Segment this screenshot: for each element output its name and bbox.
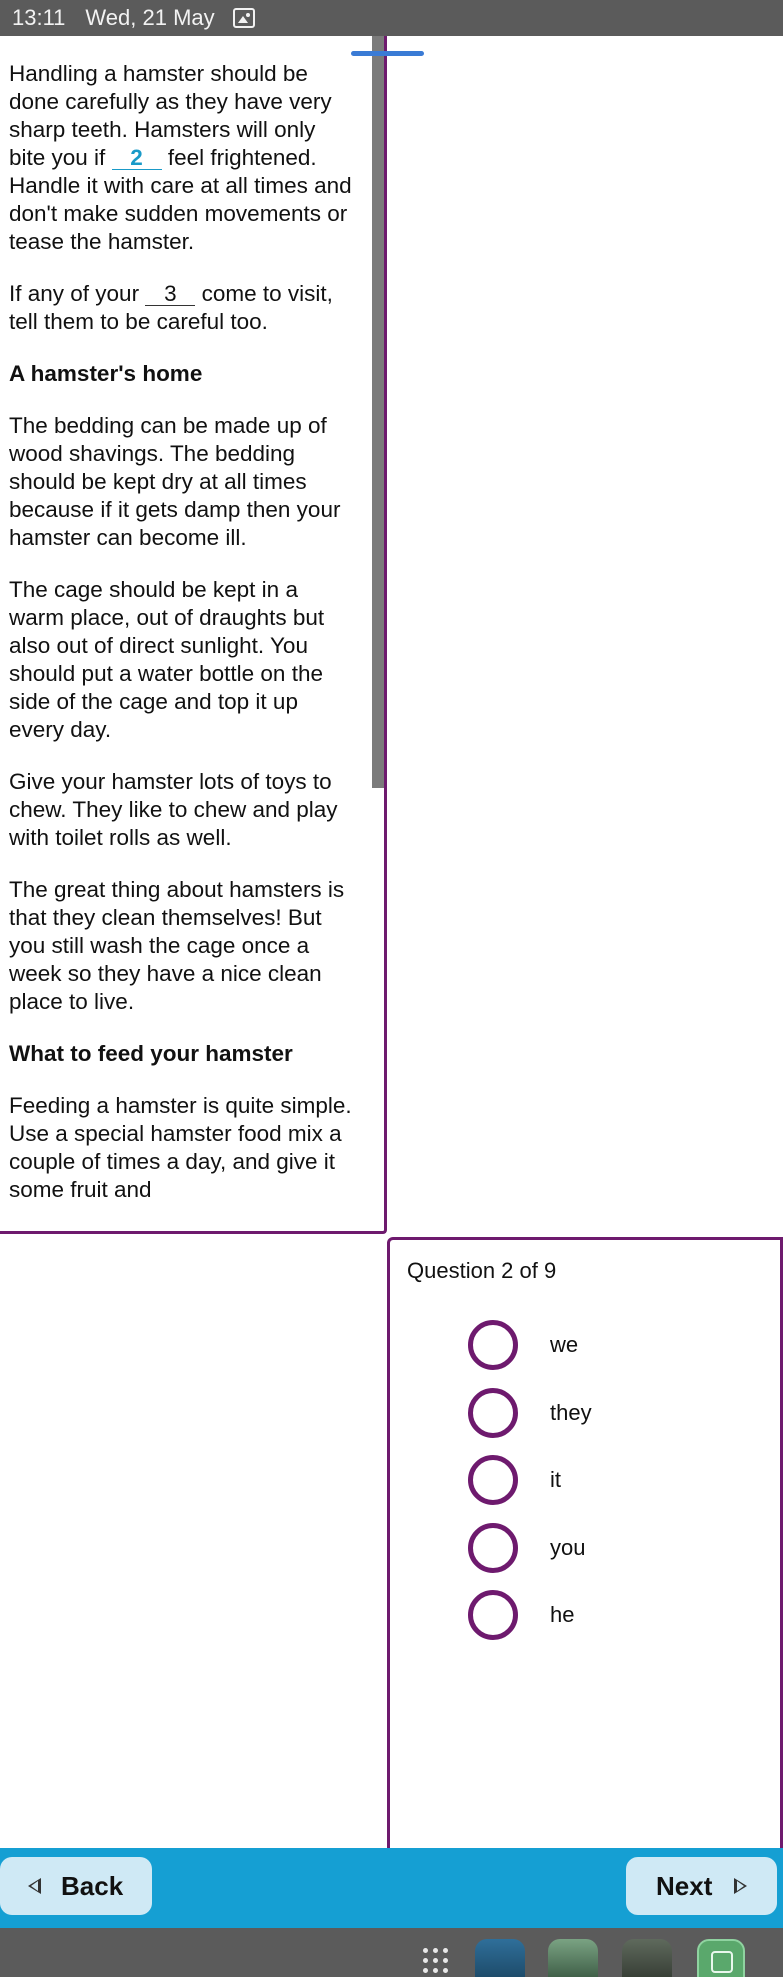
option-label: it [550, 1467, 561, 1492]
heading-hamsters-home: A hamster's home [9, 361, 203, 386]
gap-marker-2[interactable]: 2 [112, 147, 162, 170]
answer-option-they[interactable] [468, 1388, 592, 1438]
passage-paragraph: Give your hamster lots of toys to chew. They like to chew and play with toilet rolls as well. [9, 769, 338, 850]
option-label: they [550, 1399, 592, 1425]
passage-paragraph [9, 280, 352, 336]
question-pane [387, 1237, 783, 1848]
app-drawer-icon[interactable] [423, 1948, 449, 1974]
triangle-right-icon [734, 1878, 747, 1894]
radio-button[interactable] [468, 1320, 518, 1370]
recent-app-thumbnail[interactable] [475, 1939, 525, 1977]
radio-button[interactable] [468, 1388, 518, 1438]
passage-paragraph: The great thing about hamsters is that they clean themselves! But you still wash the cage once a week so they have a nice clean place to live. [9, 877, 345, 1014]
calendar-app-icon[interactable] [697, 1939, 745, 1977]
passage-paragraph: The cage should be kept in a warm place, out of draughts but also out of direct sunlight. You should put a water bottle on the side of the cage and top it up every day. [9, 577, 325, 742]
next-label: Next [656, 1870, 713, 1901]
bottom-nav-bar [0, 1848, 783, 1928]
status-bar [0, 0, 783, 36]
gap-marker-3[interactable]: 3 [145, 283, 195, 306]
passage-text-segment: If any of your [9, 281, 146, 306]
passage-text-segment: come to visit, tell them to be careful too. [9, 281, 333, 334]
triangle-left-icon [28, 1878, 41, 1894]
answer-option-you[interactable] [468, 1523, 592, 1573]
back-button[interactable] [0, 1857, 152, 1915]
recent-app-thumbnail[interactable] [548, 1939, 598, 1977]
image-icon [233, 8, 255, 28]
passage-text [0, 36, 372, 1204]
back-label: Back [61, 1870, 124, 1901]
pane-drag-handle[interactable] [351, 51, 424, 56]
question-counter: Question 2 of 9 [407, 1258, 557, 1283]
radio-button[interactable] [468, 1455, 518, 1505]
answer-options [468, 1320, 592, 1658]
calendar-icon [711, 1951, 733, 1973]
next-button[interactable] [626, 1857, 777, 1915]
system-taskbar [0, 1928, 783, 1977]
option-label: we [550, 1332, 579, 1357]
option-label: you [550, 1534, 586, 1560]
answer-option-he[interactable] [468, 1590, 592, 1640]
passage-paragraph: The bedding can be made up of wood shavings. The bedding should be kept dry at all times because if it gets damp then your hamster can become ill. [9, 413, 341, 550]
passage-paragraph [9, 60, 352, 256]
recent-app-thumbnail[interactable] [622, 1939, 672, 1977]
passage-text-segment: Handling a hamster should be done carefully as they have very sharp teeth. Hamsters will only bite you if [9, 61, 332, 170]
answer-option-we[interactable] [468, 1320, 592, 1370]
radio-button[interactable] [468, 1590, 518, 1640]
reading-pane[interactable] [0, 36, 387, 1234]
answer-option-it[interactable] [468, 1455, 592, 1505]
radio-button[interactable] [468, 1523, 518, 1573]
passage-paragraph: Feeding a hamster is quite simple. Use a special hamster food mix a couple of times a day, and give it some fruit and [9, 1093, 352, 1202]
status-date: Wed, 21 May [85, 5, 215, 30]
option-label: he [550, 1602, 575, 1627]
passage-text-segment: feel frightened. Handle it with care at all times and don't make sudden movements or tease the hamster. [9, 145, 352, 254]
passage-scrollbar[interactable] [372, 36, 384, 788]
status-time: 13:11 [12, 5, 66, 30]
heading-feed-hamster: What to feed your hamster [9, 1041, 293, 1066]
